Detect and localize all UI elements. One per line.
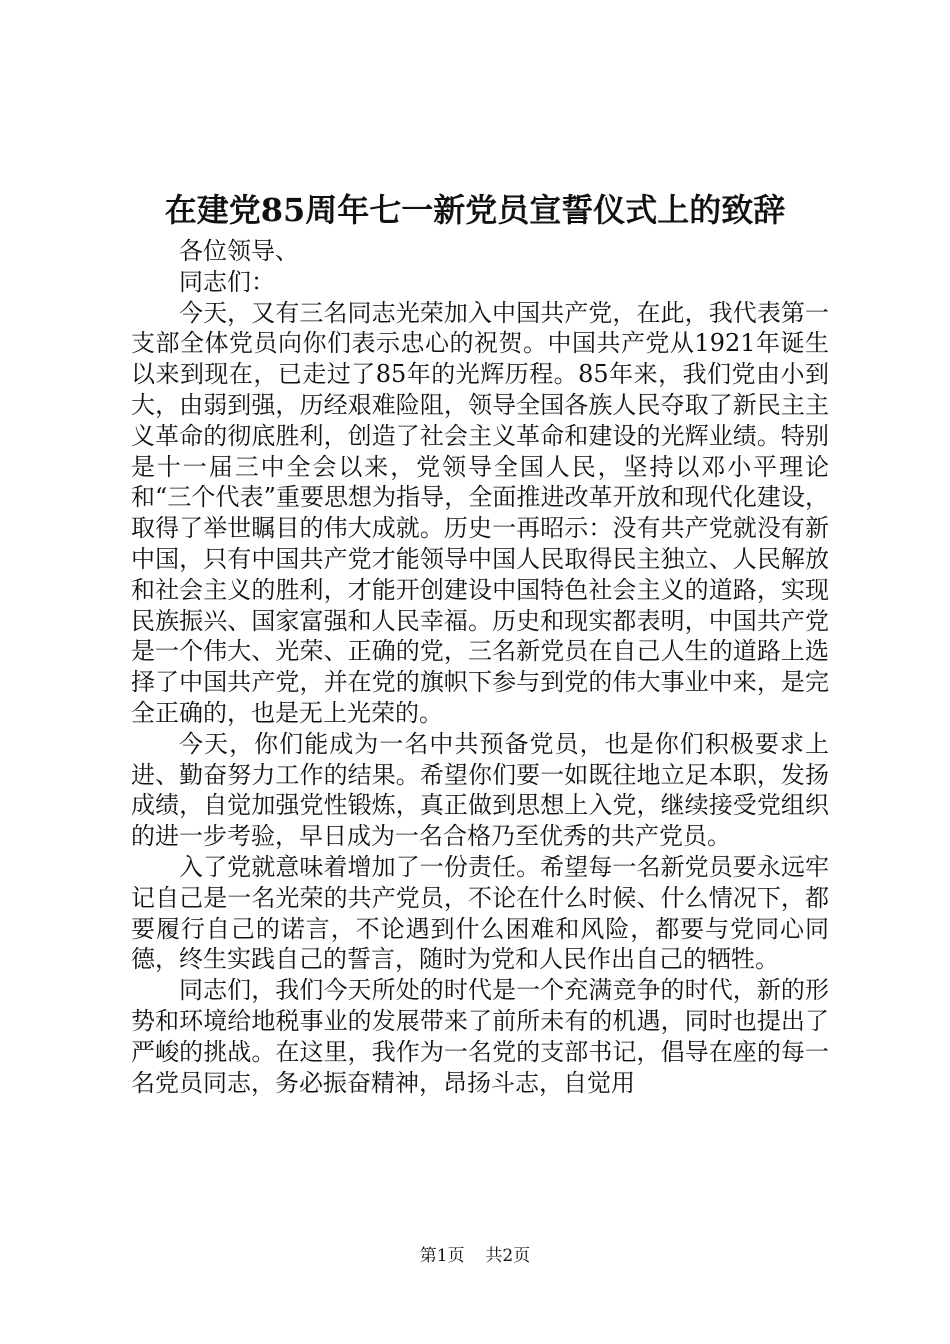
paragraph: 今天，又有三名同志光荣加入中国共产党，在此，我代表第一支部全体党员向你们表示忠心的祝贺。中国共产党从1921年诞生以来到现在，已走过了85年的光辉历程。85年来，我们党由小到大，由弱到强，历经艰难险阻，领导全国各族人民夺取了新民主主义革命的彻底胜利，创造了社会主义革命和建设的光辉业绩。特别是十一届三中全会以来，党领导全国人民，坚持以邓小平理论和“三个代表”重要思想为指导，全面推进改革开放和现代化建设，取得了举世瞩目的伟大成就。历史一再昭示：没有共产党就没有新中国，只有中国共产党才能领导中国人民取得民主独立、人民解放和社会主义的胜利，才能开创建设中国特色社会主义的道路，实现民族振兴、国家富强和人民幸福。历史和现实都表明，中国共产党是一个伟大、光荣、正确的党，三名新党员在自己人生的道路上选择了中国共产党，并在党的旗帜下参与到党的伟大事业中来，是完全正确的，也是无上光荣的。 [131,298,829,727]
page-footer [0,1244,950,1268]
document-body [131,236,829,1098]
paragraph: 同志们，我们今天所处的时代是一个充满竞争的时代，新的形势和环境给地税事业的发展带来了前所未有的机遇，同时也提出了严峻的挑战。在这里，我作为一名党的支部书记，倡导在座的每一名党员同志，务必振奋精神，昂扬斗志，自觉用 [131,976,829,1097]
document-title: 在建党85周年七一新党员宣誓仪式上的致辞 [164,191,786,229]
page-number-total: 共2页 [485,1246,531,1266]
paragraph: 今天，你们能成为一名中共预备党员，也是你们积极要求上进、勤奋努力工作的结果。希望你们要一如既往地立足本职，发扬成绩，自觉加强党性锻炼，真正做到思想上入党，继续接受党组织的进一步考验，早日成为一名合格乃至优秀的共产党员。 [131,729,829,851]
salutation-leaders: 各位领导、 [179,237,299,265]
paragraph: 入了党就意味着增加了一份责任。希望每一名新党员要永远牢记自己是一名光荣的共产党员，不论在什么时候、什么情况下，都要履行自己的诺言，不论遇到什么困难和风险，都要与党同心同德，终生实践自己的誓言，随时为党和人民作出自己的牺牲。 [131,852,829,974]
salutation-comrades: 同志们： [179,267,275,296]
page-number-current: 第1页 [419,1246,465,1266]
